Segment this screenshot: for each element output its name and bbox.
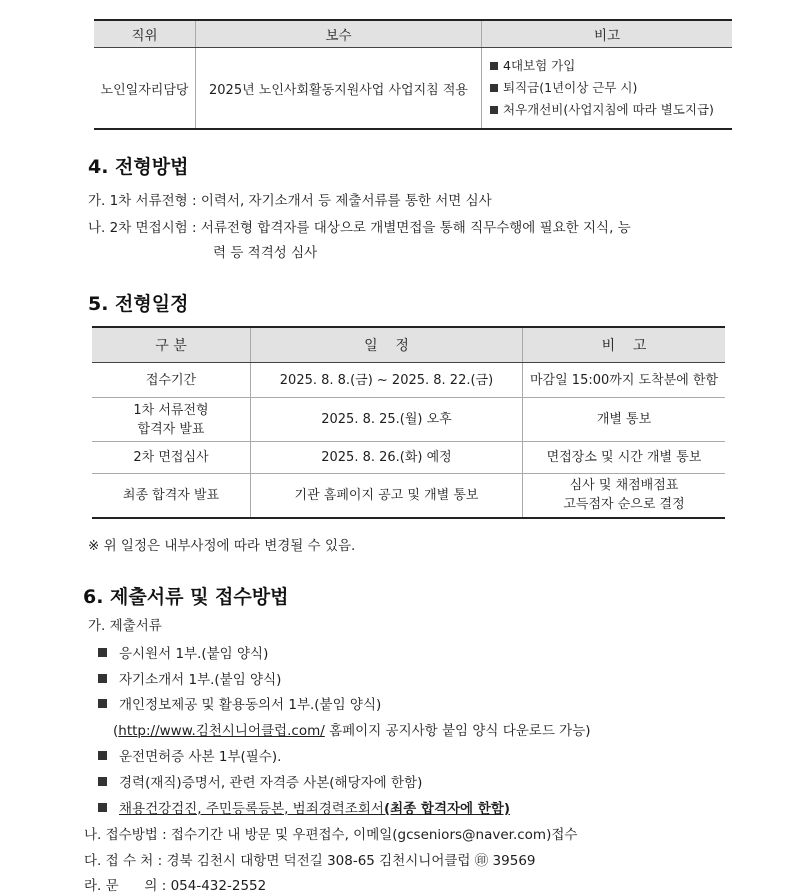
header-category: 구 분 (92, 327, 251, 363)
schedule-footnote: ※ 위 일정은 내부사정에 따라 변경될 수 있음. (88, 538, 356, 554)
row-label: 최종 합격자 발표 (92, 474, 251, 518)
download-note: (http://www.김천시니어클럽.com/ 홈페이지 공지사항 붙임 양식 다운로드 가능) (113, 723, 591, 739)
header-position: 직위 (94, 20, 196, 48)
square-bullet-icon (490, 106, 498, 114)
homepage-link[interactable]: http://www.김천시니어클럽.com/ (118, 723, 325, 739)
section4-step2-line2: 력 등 적격성 심사 (213, 245, 318, 261)
section4-step2-line1: 나. 2차 면접시험 : 서류전형 합격자를 대상으로 개별면접을 통해 직무수행에 필요한 지식, 능 (88, 220, 631, 236)
schedule-row (92, 442, 725, 474)
remark-item: 처우개선비(사업지침에 따라 별도지급) (490, 99, 732, 121)
row-note: 심사 및 채점배점표 고득점자 순으로 결정 (523, 474, 726, 518)
square-bullet-icon (490, 62, 498, 70)
header-note: 비 고 (523, 327, 726, 363)
square-bullet-icon (98, 751, 107, 760)
schedule-row (92, 474, 725, 518)
square-bullet-icon (98, 803, 107, 812)
square-bullet-icon (98, 648, 107, 657)
submission-method: 나. 접수방법 : 접수기간 내 방문 및 우편접수, 이메일(gcseniors@naver.com)접수 (84, 827, 578, 843)
position-cell: 노인일자리담당 (100, 82, 189, 98)
section6-sub-a: 가. 제출서류 (88, 618, 162, 634)
row-label: 1차 서류전형 합격자 발표 (92, 398, 251, 442)
schedule-row (92, 398, 725, 442)
row-note: 마감일 15:00까지 도착분에 한함 (523, 363, 726, 398)
header-remarks: 비고 (482, 20, 733, 48)
section4-step1: 가. 1차 서류전형 : 이력서, 자기소개서 등 제출서류를 통한 서면 심사 (88, 193, 492, 209)
remark-item: 퇴직금(1년이상 근무 시) (490, 77, 732, 99)
square-bullet-icon (98, 674, 107, 683)
row-note: 면접장소 및 시간 개별 통보 (523, 442, 726, 474)
row-label: 접수기간 (92, 363, 251, 398)
header-date: 일 정 (251, 327, 523, 363)
row-date: 기관 홈페이지 공고 및 개별 통보 (251, 474, 523, 518)
section4-title: 4. 전형방법 (88, 156, 189, 178)
pay-table (94, 19, 732, 130)
doc-item: 운전면허증 사본 1부(필수). (98, 745, 281, 765)
contact-phone: 라. 문 의 : 054-432-2552 (84, 878, 267, 894)
submission-address: 다. 접 수 처 : 경북 김천시 대항면 덕전길 308-65 김천시니어클럽 ㊞ 39569 (84, 853, 536, 869)
row-label: 2차 면접심사 (92, 442, 251, 474)
doc-item: 자기소개서 1부.(붙임 양식) (98, 668, 281, 688)
schedule-row (92, 363, 725, 398)
remarks-cell (482, 48, 733, 130)
row-date: 2025. 8. 25.(월) 오후 (251, 398, 523, 442)
schedule-table (92, 326, 725, 519)
row-date: 2025. 8. 8.(금) ~ 2025. 8. 22.(금) (251, 363, 523, 398)
square-bullet-icon (490, 84, 498, 92)
section6-title: 6. 제출서류 및 접수방법 (83, 586, 289, 608)
row-date: 2025. 8. 26.(화) 예정 (251, 442, 523, 474)
header-pay: 보수 (196, 20, 482, 48)
doc-item: 개인정보제공 및 활용동의서 1부.(붙임 양식) (98, 693, 381, 713)
row-note: 개별 통보 (523, 398, 726, 442)
doc-item: 응시원서 1부.(붙임 양식) (98, 642, 268, 662)
doc-item-final: 채용건강검진, 주민등록등본, 범죄경력조회서(최종 합격자에 한함) (98, 797, 510, 817)
remark-item: 4대보험 가입 (490, 55, 732, 77)
square-bullet-icon (98, 699, 107, 708)
section5-title: 5. 전형일정 (88, 293, 189, 315)
doc-item: 경력(재직)증명서, 관련 자격증 사본(해당자에 한함) (98, 771, 422, 791)
pay-cell: 2025년 노인사회활동지원사업 사업지침 적용 (196, 48, 482, 130)
square-bullet-icon (98, 777, 107, 786)
